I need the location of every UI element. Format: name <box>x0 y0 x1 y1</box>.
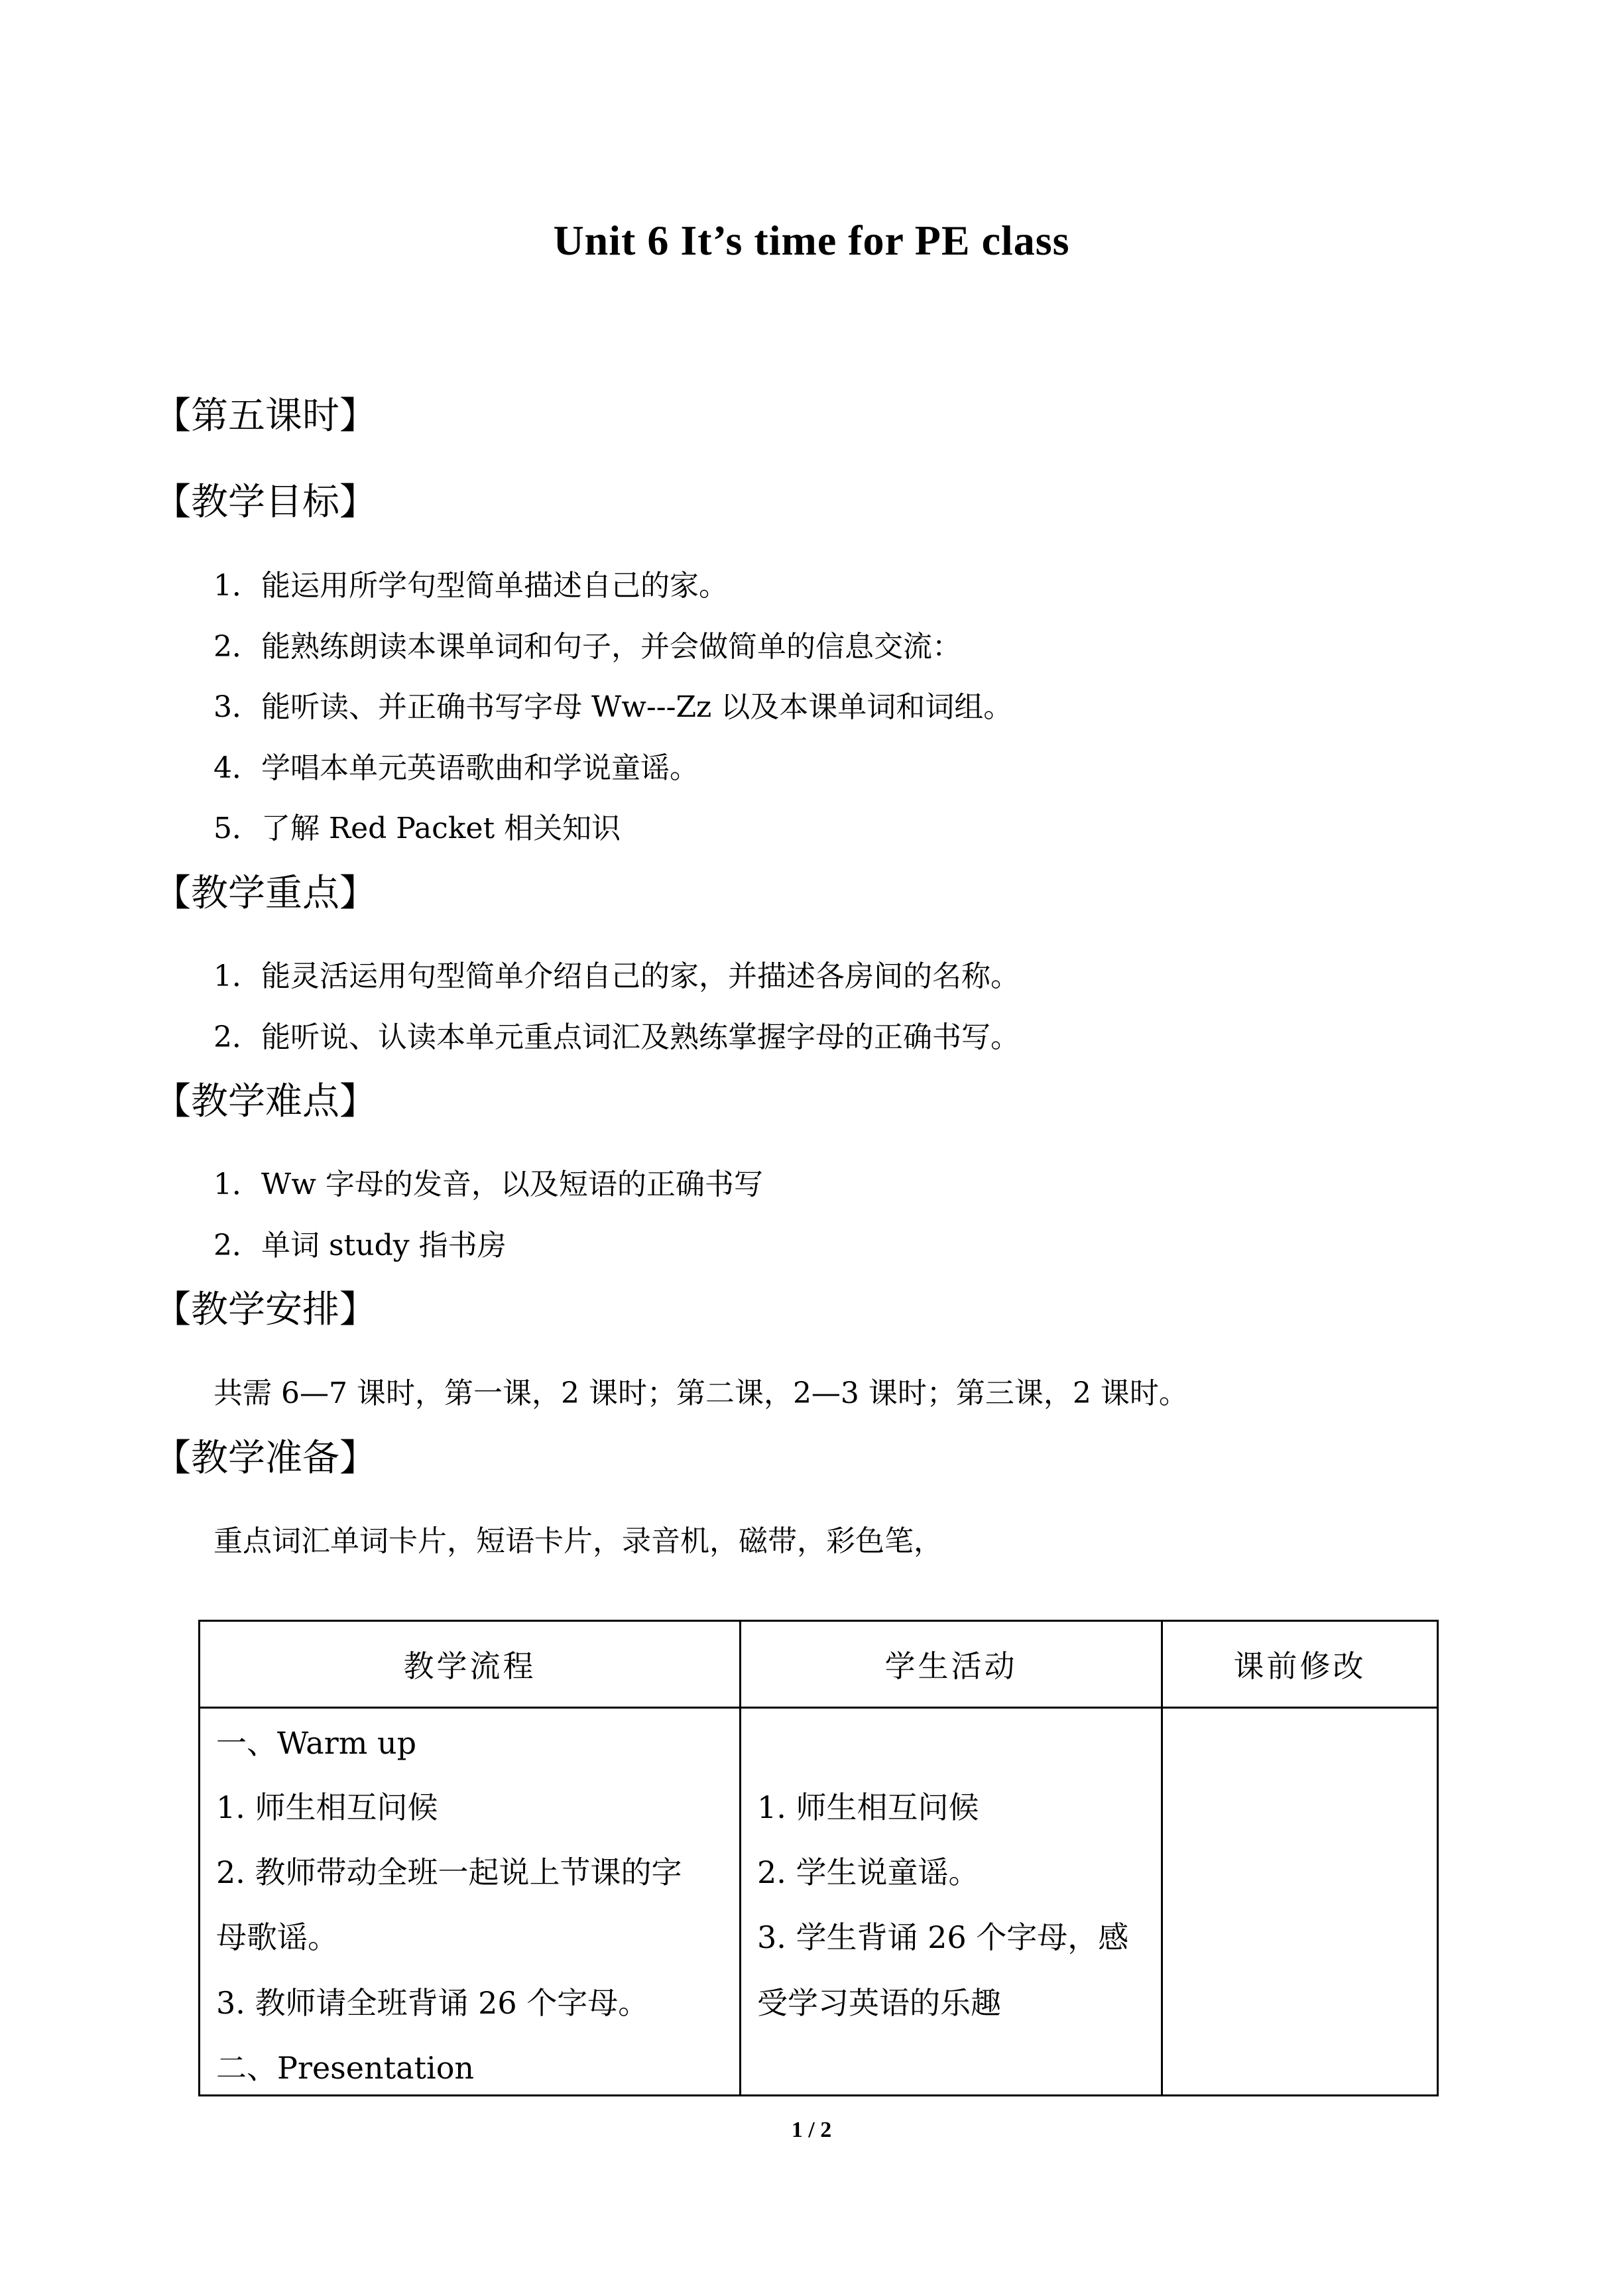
difficulty-item: 2．单词 study 指书房 <box>213 1229 507 1262</box>
objective-item: 2．能熟练朗读本课单词和句子，并会做简单的信息交流： <box>213 630 961 664</box>
activity-line: 2. 学生说童谣。 <box>757 1854 979 1890</box>
header-student-activities: 学生活动 <box>741 1621 1162 1708</box>
process-line: 一、Warm up <box>216 1725 417 1761</box>
lesson-table <box>198 1620 1439 2096</box>
table-row <box>200 1708 1438 2096</box>
process-line: 3. 教师请全班背诵 26 个字母。 <box>216 1985 649 2021</box>
difficulty-item: 1．Ww 字母的发音，以及短语的正确书写 <box>213 1168 763 1201</box>
activity-line: 受学习英语的乐趣 <box>757 1985 1001 2021</box>
objective-item: 1．能运用所学句型简单描述自己的家。 <box>213 569 728 603</box>
objective-item: 3．能听读、并正确书写字母 Ww---Zz 以及本课单词和词组。 <box>213 690 1013 724</box>
objective-item: 5．了解 Red Packet 相关知识 <box>213 812 621 845</box>
process-line: 母歌谣。 <box>216 1919 338 1955</box>
page-number: 1 / 2 <box>791 2118 832 2142</box>
key-point-item: 1．能灵活运用句型简单介绍自己的家，并描述各房间的名称。 <box>213 959 1020 993</box>
preparation-text: 重点词汇单词卡片，短语卡片，录音机，磁带，彩色笔， <box>213 1524 943 1558</box>
header-revisions: 课前修改 <box>1162 1621 1438 1708</box>
schedule-text: 共需 6—7 课时，第一课，2 课时；第二课，2—3 课时；第三课，2 课时。 <box>213 1376 1188 1410</box>
key-point-item: 2．能听说、认读本单元重点词汇及熟练掌握字母的正确书写。 <box>213 1020 1020 1054</box>
preparation-heading: 【教学准备】 <box>154 1437 377 1480</box>
table-header-row <box>200 1621 1438 1708</box>
objective-item: 4．学唱本单元英语歌曲和学说童谣。 <box>213 751 699 785</box>
period-heading: 【第五课时】 <box>154 394 377 438</box>
process-line: 2. 教师带动全班一起说上节课的字 <box>216 1854 682 1890</box>
activity-line: 1. 师生相互问候 <box>757 1789 979 1825</box>
process-line: 二、Presentation <box>216 2050 475 2086</box>
process-line: 1. 师生相互问候 <box>216 1789 438 1825</box>
difficulties-heading: 【教学难点】 <box>154 1080 377 1123</box>
teaching-process-cell <box>200 1708 741 2096</box>
revisions-cell <box>1162 1708 1438 2096</box>
student-activities-cell <box>741 1708 1162 2096</box>
header-teaching-process: 教学流程 <box>200 1621 741 1708</box>
document-title: Unit 6 It’s time for PE class <box>553 217 1070 264</box>
objectives-heading: 【教学目标】 <box>154 481 377 524</box>
activity-line: 3. 学生背诵 26 个字母，感 <box>757 1919 1129 1955</box>
schedule-heading: 【教学安排】 <box>154 1288 377 1331</box>
key-points-heading: 【教学重点】 <box>154 872 377 915</box>
